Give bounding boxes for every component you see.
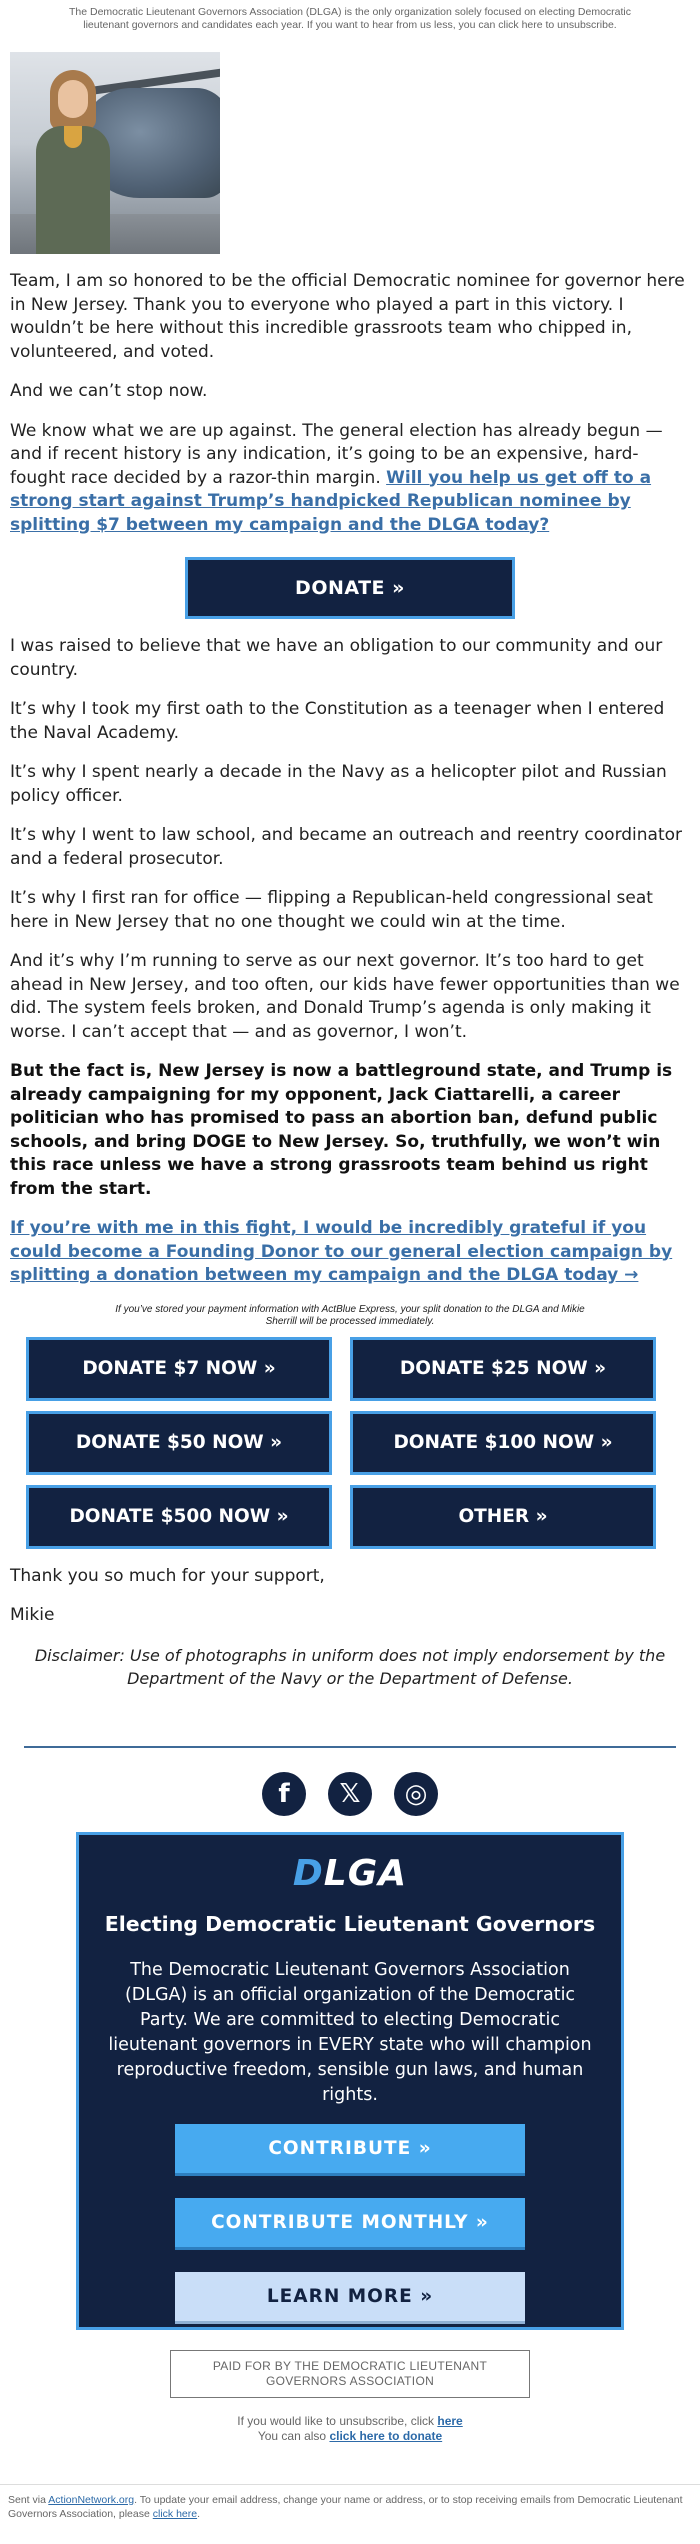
sent-via-prefix: Sent via xyxy=(8,2494,49,2506)
paragraph-running: And it’s why I’m running to serve as our next governor. It’s too hard to get ahead in New Jersey, and too often, our kids have fewer opportunities than we did. The system feels broken, and Donald Trump’s agenda is only making it worse. I can’t accept that — and as governor, I won’t. xyxy=(10,951,680,1042)
footer-description: The Democratic Lieutenant Governors Association (DLGA) is an official organization of the Democratic Party. We are committed to electing Democratic lieutenant governors in EVERY state who will champion reproductive freedom, sensible gun laws, and human rights. xyxy=(108,1959,592,2105)
paragraph-navy: It’s why I spent nearly a decade in the Navy as a helicopter pilot and Russian policy officer. xyxy=(10,762,667,806)
paragraph-naval-academy: It’s why I took my first oath to the Constitution as a teenager when I entered the Naval Academy. xyxy=(10,699,665,743)
paragraph-founding-donor xyxy=(10,1217,690,1288)
sent-via-middle: . To update your email address, change your name or address, or to stop receiving emails from Democratic Lieutenant Governors Association, please xyxy=(8,2494,683,2520)
instagram-icon[interactable]: ◎ xyxy=(394,1772,438,1816)
paragraph-obligation: I was raised to believe that we have an obligation to our community and our country. xyxy=(10,636,663,680)
signature: Mikie xyxy=(10,1605,55,1625)
founding-donor-link[interactable]: If you’re with me in this fight, I would be incredibly grateful if you could become a Founding Donor to our general election campaign by splitting a donation between my campaign and the DLGA today → xyxy=(10,1218,673,1285)
facebook-icon[interactable]: f xyxy=(262,1772,306,1816)
sent-via-footer xyxy=(0,2484,700,2521)
paid-for-box: PAID FOR BY THE DEMOCRATIC LIEUTENANT GOVERNORS ASSOCIATION xyxy=(170,2350,530,2398)
actblue-express-note: If you’ve stored your payment information with ActBlue Express, your split donation to the DLGA and Mikie Sherrill will be processed immediately. xyxy=(115,1303,585,1327)
contribute-button[interactable]: CONTRIBUTE » xyxy=(175,2124,525,2176)
social-links xyxy=(0,1772,700,1816)
x-icon[interactable]: 𝕏 xyxy=(328,1772,372,1816)
dlga-logo xyxy=(79,1853,621,1894)
unsubscribe-label: If you would like to unsubscribe, click xyxy=(237,2413,438,2428)
paragraph-cant-stop: And we can’t stop now. xyxy=(10,381,208,401)
donate-100-button[interactable]: DONATE $100 NOW » xyxy=(350,1411,656,1475)
paragraph-first-ran: It’s why I first ran for office — flipping a Republican-held congressional seat here in New Jersey that no one thought we could win at the time. xyxy=(10,888,653,932)
split-7-link[interactable]: Will you help us get off to a strong start against Trump’s handpicked Republican nominee by splitting $7 between my campaign and the DLGA today? xyxy=(10,467,652,535)
footer-title: Electing Democratic Lieutenant Governors xyxy=(104,1911,596,1936)
sent-via-end: . xyxy=(197,2508,201,2520)
donate-50-button[interactable]: DONATE $50 NOW » xyxy=(26,1411,332,1475)
donate-amount-grid xyxy=(26,1337,700,1549)
paragraph-intro: Team, I am so honored to be the official Democratic nominee for governor here in New Jersey. Thank you to everyone who played a part in this victory. I wouldn’t be here without this incredible grassroots team who chipped in, volunteered, and voted. xyxy=(10,271,685,362)
learn-more-button[interactable]: LEARN MORE » xyxy=(175,2272,525,2324)
paragraph-general-election xyxy=(10,420,690,538)
hero-photo xyxy=(10,52,220,254)
unsubscribe-text xyxy=(0,2414,700,2444)
unsubscribe-link[interactable]: here xyxy=(437,2413,463,2428)
paragraph-general-election-text: We know what we are up against. The general election has already begun — and if recent history is any indication, it’s going to be an expensive, hard-fought race decided by a razor-thin margin. xyxy=(10,420,663,488)
dlga-footer-box xyxy=(76,1832,624,2330)
donate-other-button[interactable]: OTHER » xyxy=(350,1485,656,1549)
preheader-text: The Democratic Lieutenant Governors Association (DLGA) is the only organization solely focused on electing Democratic lieutenant governors and candidates each year. If you want to hear from us less, you can click here to unsubscribe. xyxy=(68,6,632,31)
donate-500-button[interactable]: DONATE $500 NOW » xyxy=(26,1485,332,1549)
email-body xyxy=(0,270,700,1288)
also-label: You can also xyxy=(257,2428,330,2443)
manage-email-link[interactable]: click here xyxy=(152,2508,198,2520)
donate-button[interactable]: DONATE » xyxy=(185,557,515,619)
dlga-logo-d: D xyxy=(292,1852,324,1894)
donate-25-button[interactable]: DONATE $25 NOW » xyxy=(350,1337,656,1401)
contribute-monthly-button[interactable]: CONTRIBUTE MONTHLY » xyxy=(175,2198,525,2250)
paragraph-battleground: But the fact is, New Jersey is now a battleground state, and Trump is already campaigning for my opponent, Jack Ciattarelli, a career politician who has promised to pass an abortion ban, defund public schools, and bring DOGE to New Jersey. So, truthfully, we won’t win this race unless we have a strong grassroots team behind us right from the start. xyxy=(10,1061,673,1199)
closing-thanks: Thank you so much for your support, xyxy=(10,1565,325,1586)
disclaimer: Disclaimer: Use of photographs in uniform does not imply endorsement by the Department of the Navy or the Department of Defense. xyxy=(34,1645,666,1688)
actionnetwork-link[interactable]: ActionNetwork.org xyxy=(48,2494,135,2506)
divider xyxy=(24,1746,676,1748)
donate-link[interactable]: click here to donate xyxy=(329,2428,443,2443)
dlga-logo-rest: LGA xyxy=(323,1852,408,1894)
donate-7-button[interactable]: DONATE $7 NOW » xyxy=(26,1337,332,1401)
paragraph-law-school: It’s why I went to law school, and became an outreach and reentry coordinator and a federal prosecutor. xyxy=(10,825,683,869)
